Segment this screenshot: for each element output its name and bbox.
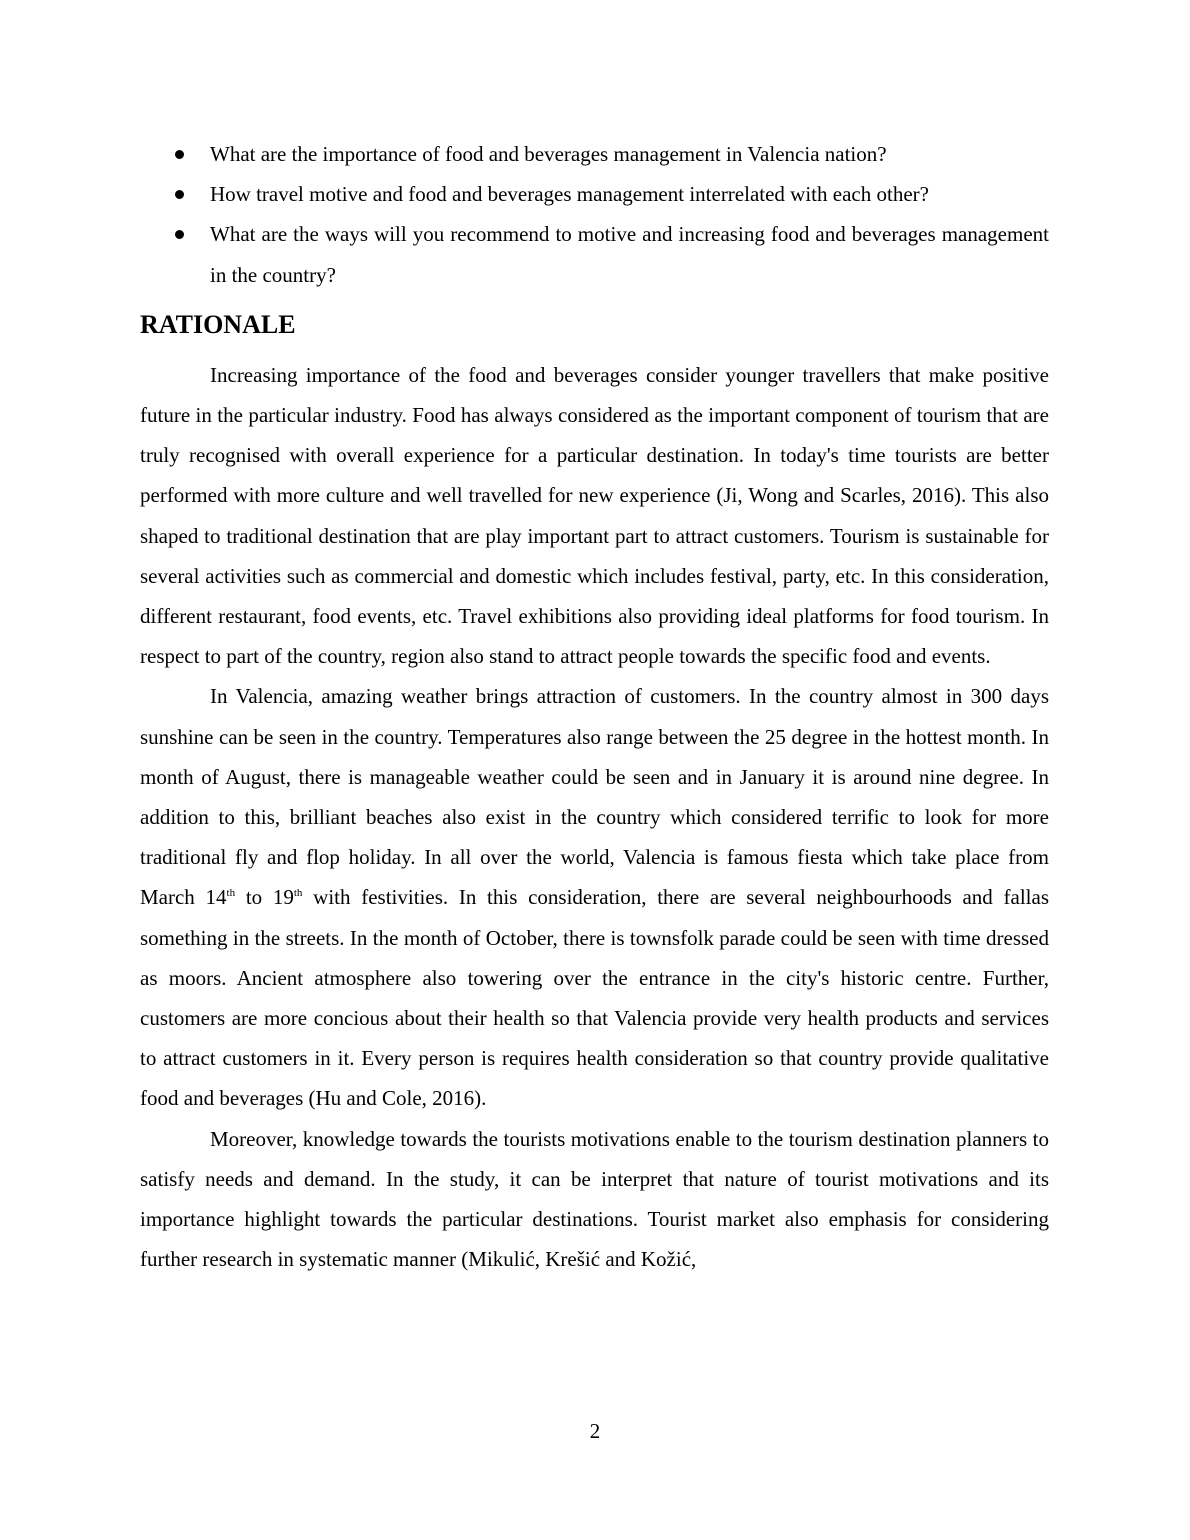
superscript-th: th [226, 887, 236, 900]
page-number: 2 [589, 1419, 601, 1443]
question-text: What are the ways will you recommend to motive and increasing food and beverages management in the country? [210, 222, 1049, 287]
list-item [140, 214, 1049, 294]
question-text: What are the importance of food and beverages management in Valencia nation? [210, 142, 887, 166]
research-questions-list [140, 134, 1049, 295]
superscript-th: th [293, 887, 303, 900]
paragraph-1: Increasing importance of the food and beverages consider younger travellers that make positive future in the particular industry. Food has always considered as the important component of tourism that are truly recognised with overall experience for a particular destination. In today's time tourists are better performed with more culture and well travelled for new experience (Ji, Wong and Scarles, 2016). This also shaped to traditional destination that are play important part to attract customers. Tourism is sustainable for several activities such as commercial and domestic which includes festival, party, etc. In this consideration, different restaurant, food events, etc. Travel exhibitions also providing ideal platforms for food tourism. In respect to part of the country, region also stand to attract people towards the specific food and events. [140, 362, 1049, 669]
bullet-icon [175, 150, 184, 159]
bullet-icon [175, 230, 184, 239]
paragraph-2-text-b: to 19 [235, 885, 294, 910]
paragraph-2-text-c: with festivities. In this consideration, there are several neighbourhoods and fallas something in the streets. In the month of October, there is townsfolk parade could be seen with time dressed as moors. Ancient atmosphere also towering over the entrance in the city's historic centre. Further, customers are more concious about their health so that Valencia provide very health products and services to attract customers in it. Every person is requires health consideration so that country provide qualitative food and beverages (Hu and Cole, 2016). [140, 885, 1049, 1111]
paragraph-3: Moreover, knowledge towards the tourists motivations enable to the tourism destination planners to satisfy needs and demand. In the study, it can be interpret that nature of tourist motivations and its importance highlight towards the particular destinations. Tourist market also emphasis for considering further research in systematic manner (Mikulić, Krešić and Kožić, [140, 1126, 1049, 1272]
paragraph-2-text-a: In Valencia, amazing weather brings attraction of customers. In the country almost in 300 days sunshine can be seen in the country. Temperatures also range between the 25 degree in the hottest month. In month of August, there is manageable weather could be seen and in January it is around nine degree. In addition to this, brilliant beaches also exist in the country which considered terrific to look for more traditional fly and flop holiday. In all over the world, Valencia is famous fiesta which take place from March 14 [140, 684, 1049, 910]
section-heading-rationale: RATIONALE [140, 309, 296, 339]
list-item [140, 174, 1049, 214]
list-item [140, 134, 1049, 174]
paragraph-2 [140, 676, 1049, 1118]
question-text: How travel motive and food and beverages management interrelated with each other? [210, 182, 929, 207]
bullet-icon [175, 190, 184, 199]
page-content [140, 134, 1049, 1279]
